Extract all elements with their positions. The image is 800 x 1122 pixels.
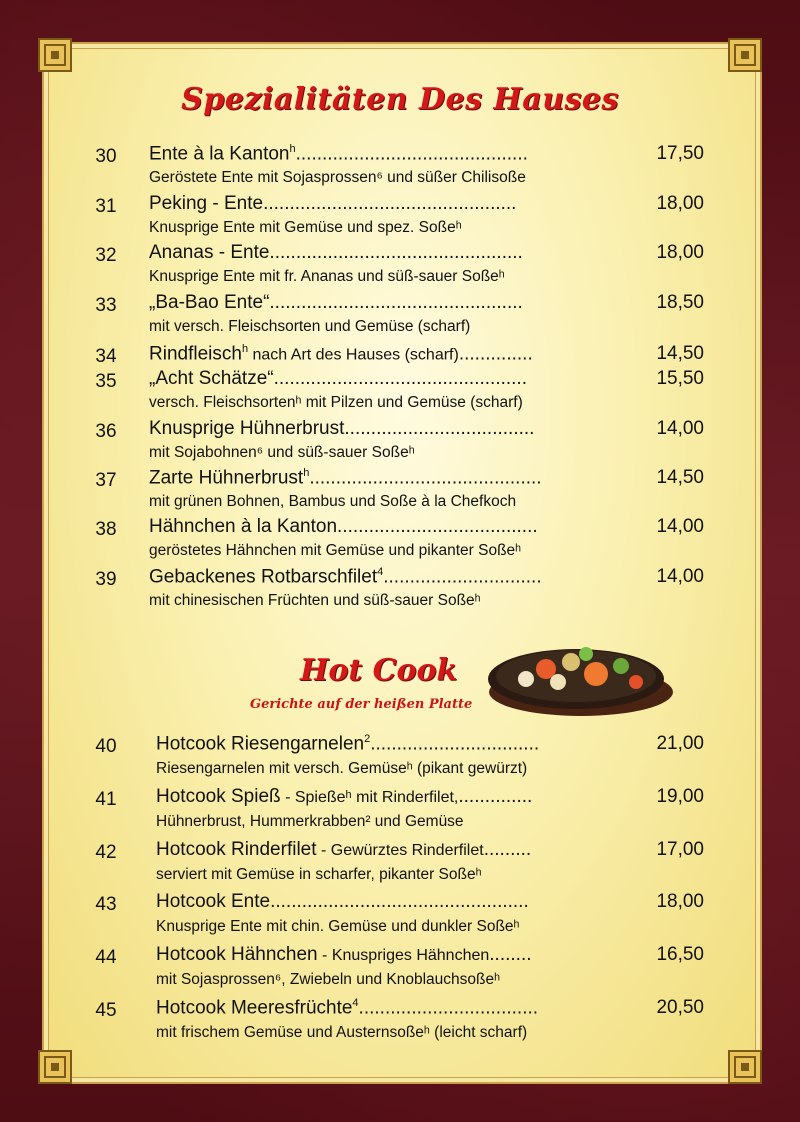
item-name: Hotcook Rinderfilet xyxy=(156,839,317,860)
item-price: 14,00 xyxy=(656,516,704,537)
item-number: 36 xyxy=(95,421,117,442)
sizzling-plate-dish-image xyxy=(476,624,676,720)
menu-item xyxy=(0,566,800,612)
menu-item xyxy=(0,143,800,189)
item-allergen-note: h xyxy=(289,143,296,155)
item-price: 17,50 xyxy=(656,143,704,164)
item-price: 18,50 xyxy=(656,292,704,313)
item-name-line xyxy=(149,516,634,538)
item-price: 18,00 xyxy=(656,193,704,214)
item-name-line xyxy=(156,944,626,966)
item-dot-leader: .............. xyxy=(458,343,533,365)
item-name-note: - Knuspriges Hähnchen xyxy=(317,947,490,964)
item-number: 41 xyxy=(95,789,117,810)
item-name: „Acht Schätze“ xyxy=(149,368,274,389)
corner-ornament-icon xyxy=(728,1050,762,1084)
hotcook-title: Hot Cook xyxy=(300,653,458,688)
item-name-line xyxy=(156,839,626,861)
item-price: 17,00 xyxy=(656,839,704,860)
item-description: mit versch. Fleischsorten und Gemüse (scharf) xyxy=(149,318,471,335)
item-number: 40 xyxy=(95,736,117,757)
item-number: 44 xyxy=(95,947,117,968)
item-number: 43 xyxy=(95,894,117,915)
item-name: Ananas - Ente xyxy=(149,242,270,263)
item-name-line xyxy=(149,467,634,489)
item-name: Zarte Hühnerbrust xyxy=(149,467,304,489)
item-name: Rindfleisch xyxy=(149,343,242,365)
item-dot-leader: ...................................... xyxy=(337,516,538,537)
item-dot-leader: ............................................ xyxy=(309,467,542,489)
item-allergen-note: 4 xyxy=(377,566,384,578)
item-description: mit chinesischen Früchten und süß-sauer Soßeʰ xyxy=(149,592,481,609)
item-price: 21,00 xyxy=(656,733,704,754)
menu-item xyxy=(0,733,800,779)
item-dot-leader: .................................. xyxy=(358,997,539,1019)
item-name: „Ba-Bao Ente“ xyxy=(149,292,270,313)
specialties-title: Spezialitäten Des Hauses xyxy=(181,82,619,117)
item-number: 32 xyxy=(95,245,117,266)
item-number: 38 xyxy=(95,519,117,540)
item-name-line xyxy=(149,143,634,165)
item-price: 14,00 xyxy=(656,566,704,587)
item-description: mit grünen Bohnen, Bambus und Soße à la Chefkoch xyxy=(149,493,517,510)
item-description: Knusprige Ente mit fr. Ananas und süß-sauer Soßeʰ xyxy=(149,268,505,285)
item-name: Peking - Ente xyxy=(149,193,264,214)
item-name-line xyxy=(149,193,634,215)
item-name-line xyxy=(149,566,634,588)
menu-item xyxy=(0,242,800,288)
item-name: Ente à la Kanton xyxy=(149,143,290,165)
item-number: 39 xyxy=(95,569,117,590)
item-name-line xyxy=(149,242,634,264)
item-dot-leader: ................................................ xyxy=(273,368,527,389)
item-number: 34 xyxy=(95,346,117,367)
item-price: 14,00 xyxy=(656,418,704,439)
menu-item xyxy=(0,193,800,239)
hotcook-subtitle: Gerichte auf der heißen Platte xyxy=(250,697,473,712)
item-dot-leader: ................................................ xyxy=(263,193,517,214)
menu-item xyxy=(0,516,800,562)
item-description: Riesengarnelen mit versch. Gemüseʰ (pikant gewürzt) xyxy=(156,760,528,777)
item-dot-leader: ................................................. xyxy=(270,891,529,912)
item-dot-leader: ................................ xyxy=(370,733,540,755)
item-name: Knusprige Hühnerbrust xyxy=(149,418,345,439)
menu-item xyxy=(0,368,800,414)
item-description: mit Sojabohnen⁶ und süß-sauer Soßeʰ xyxy=(149,444,415,461)
menu-item xyxy=(0,891,800,937)
menu-item xyxy=(0,467,800,513)
item-name-line xyxy=(156,997,626,1019)
item-dot-leader: .................................... xyxy=(344,418,535,439)
item-price: 16,50 xyxy=(656,944,704,965)
item-number: 35 xyxy=(95,371,117,392)
item-number: 33 xyxy=(95,295,117,316)
item-number: 45 xyxy=(95,1000,117,1021)
menu-item xyxy=(0,839,800,885)
item-allergen-note: 4 xyxy=(352,997,359,1009)
item-allergen-note: h xyxy=(241,343,249,355)
menu-item xyxy=(0,418,800,464)
item-number: 30 xyxy=(95,146,117,167)
item-name: Hotcook Meeresfrüchte xyxy=(156,997,353,1019)
item-dot-leader: ............................................ xyxy=(295,143,528,165)
item-price: 14,50 xyxy=(656,467,704,488)
corner-ornament-icon xyxy=(38,38,72,72)
item-name: Hotcook Spieß xyxy=(156,786,281,807)
item-description: mit Sojasprossen⁶, Zwiebeln und Knoblauchsoßeʰ xyxy=(156,971,501,988)
item-name-line xyxy=(149,292,634,314)
item-number: 42 xyxy=(95,842,117,863)
menu-item xyxy=(0,944,800,990)
menu-item xyxy=(0,786,800,832)
item-number: 37 xyxy=(95,470,117,491)
item-name: Hotcook Riesengarnelen xyxy=(156,733,365,755)
item-name-line xyxy=(156,733,626,755)
item-dot-leader: ........ xyxy=(489,944,532,965)
menu-item xyxy=(0,292,800,338)
item-name: Hähnchen à la Kanton xyxy=(149,516,338,537)
item-price: 15,50 xyxy=(656,368,704,389)
item-dot-leader: ......... xyxy=(483,839,532,860)
corner-ornament-icon xyxy=(38,1050,72,1084)
item-name-line xyxy=(149,343,634,365)
item-description: versch. Fleischsortenʰ mit Pilzen und Gemüse (scharf) xyxy=(149,394,523,411)
item-dot-leader: ................................................ xyxy=(269,242,523,263)
item-description: Knusprige Ente mit Gemüse und spez. Soßeʰ xyxy=(149,219,462,236)
item-dot-leader: .............. xyxy=(458,786,533,807)
item-price: 14,50 xyxy=(656,343,704,364)
item-price: 18,00 xyxy=(656,891,704,912)
item-price: 18,00 xyxy=(656,242,704,263)
item-description: serviert mit Gemüse in scharfer, pikanter Soßeʰ xyxy=(156,866,482,883)
item-name: Hotcook Hähnchen xyxy=(156,944,318,965)
item-dot-leader: ................................................ xyxy=(269,292,523,313)
item-price: 20,50 xyxy=(656,997,704,1018)
item-name: Gebackenes Rotbarschfilet xyxy=(149,566,378,588)
item-dot-leader: .............................. xyxy=(383,566,542,588)
item-allergen-note: h xyxy=(303,467,310,479)
item-description: mit frischem Gemüse und Austernsoßeʰ (leicht scharf) xyxy=(156,1024,528,1041)
item-description: Knusprige Ente mit chin. Gemüse und dunkler Soßeʰ xyxy=(156,918,520,935)
item-name-note: - Gewürztes Rinderfilet xyxy=(316,842,484,859)
item-name: Hotcook Ente xyxy=(156,891,271,912)
item-name-note: nach Art des Hauses (scharf) xyxy=(248,346,459,364)
item-allergen-note: 2 xyxy=(364,733,371,745)
item-description: Geröstete Ente mit Sojasprossen⁶ und süßer Chilisoße xyxy=(149,169,526,186)
item-description: Hühnerbrust, Hummerkrabben² und Gemüse xyxy=(156,813,464,830)
corner-ornament-icon xyxy=(728,38,762,72)
menu-item xyxy=(0,997,800,1043)
item-name-line xyxy=(149,368,634,390)
item-name-line xyxy=(149,418,634,440)
item-description: geröstetes Hähnchen mit Gemüse und pikanter Soßeʰ xyxy=(149,542,522,559)
item-name-note: - Spießeʰ mit Rinderfilet, xyxy=(280,789,459,806)
item-number: 31 xyxy=(95,196,117,217)
item-name-line xyxy=(156,891,626,913)
item-name-line xyxy=(156,786,626,808)
item-price: 19,00 xyxy=(656,786,704,807)
